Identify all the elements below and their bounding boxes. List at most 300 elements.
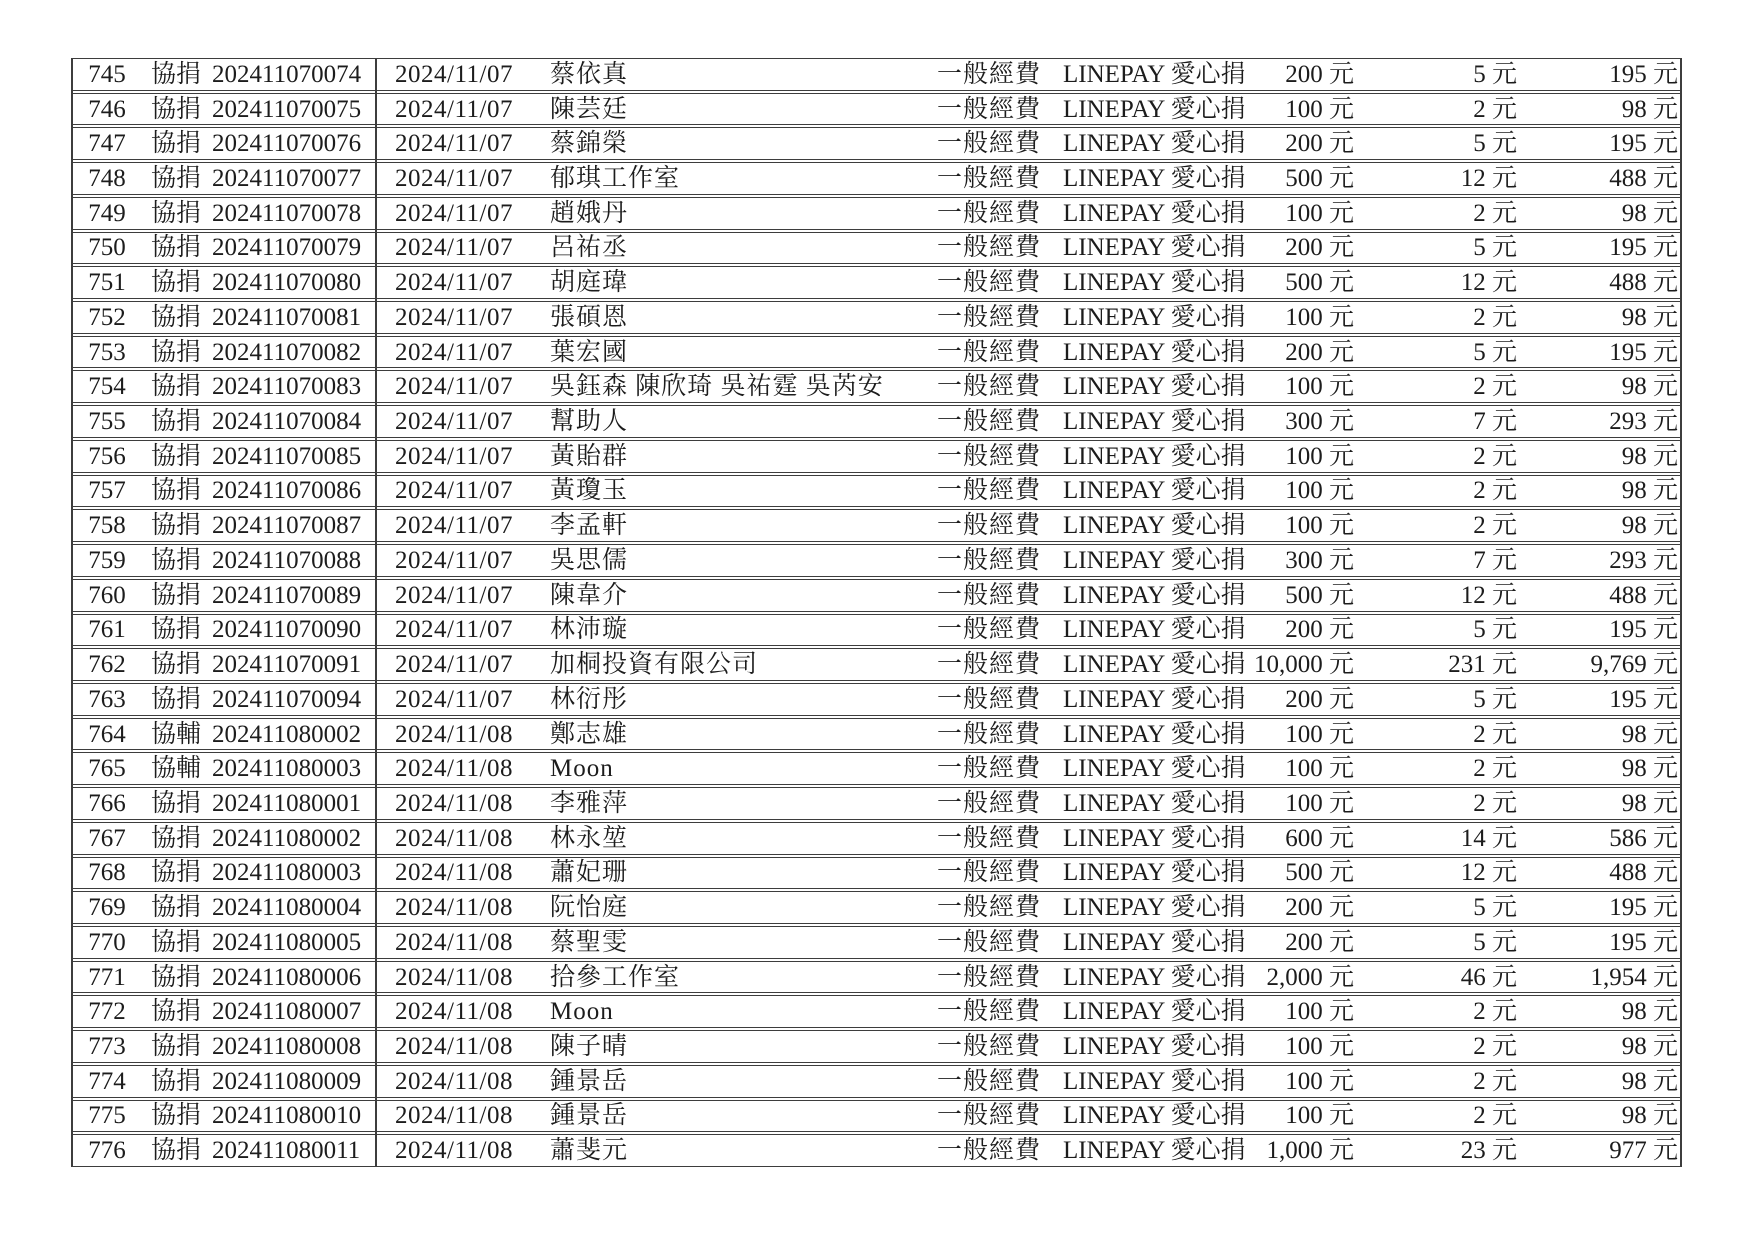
record-id: 202411070085: [212, 442, 362, 470]
fee-cell: 14 元: [1460, 824, 1517, 852]
funding-type-cell: 一般經費: [937, 234, 1042, 262]
record-type: 協捐: [151, 477, 202, 505]
funding-type-cell: 一般經費: [937, 1067, 1042, 1095]
table-row: [71, 891, 1682, 924]
amount-cell: 100 元: [1285, 442, 1354, 470]
record-id: 202411070086: [212, 477, 362, 505]
date-cell: 2024/11/07: [395, 442, 513, 470]
record-id: 202411070090: [212, 616, 362, 644]
funding-type-cell: 一般經費: [937, 651, 1042, 679]
net-amount-cell: 195 元: [1609, 338, 1678, 366]
net-amount-cell: 488 元: [1609, 165, 1678, 193]
seq-cell: 773: [88, 1032, 126, 1060]
record-id: 202411070083: [212, 373, 362, 401]
record-id: 202411070081: [212, 303, 362, 331]
donor-name-cell: 李雅萍: [550, 789, 629, 817]
funding-type-cell: 一般經費: [937, 1137, 1042, 1165]
type-id-cell: [143, 270, 376, 295]
net-amount-cell: 488 元: [1609, 859, 1678, 887]
net-amount-cell: 488 元: [1609, 581, 1678, 609]
table-row: [71, 822, 1682, 855]
type-id-cell: [143, 687, 376, 712]
seq-cell: 770: [88, 928, 126, 956]
record-type: 協捐: [151, 60, 202, 88]
table-row: [71, 509, 1682, 542]
type-id-cell: [143, 235, 376, 260]
net-amount-cell: 98 元: [1621, 998, 1678, 1026]
payment-method-cell: LINEPAY 愛心捐: [1063, 199, 1246, 227]
record-id: 202411080011: [212, 1137, 361, 1165]
date-cell: 2024/11/07: [395, 373, 513, 401]
fee-cell: 2 元: [1473, 95, 1517, 123]
table-row: [71, 440, 1682, 473]
table-row: [71, 370, 1682, 403]
date-cell: 2024/11/07: [395, 408, 513, 436]
fee-cell: 2 元: [1473, 442, 1517, 470]
amount-cell: 100 元: [1285, 512, 1354, 540]
date-cell: 2024/11/07: [395, 303, 513, 331]
date-cell: 2024/11/08: [395, 963, 513, 991]
amount-cell: 200 元: [1285, 616, 1354, 644]
fee-cell: 12 元: [1460, 581, 1517, 609]
amount-cell: 600 元: [1285, 824, 1354, 852]
record-id: 202411070074: [212, 60, 362, 88]
date-cell: 2024/11/07: [395, 234, 513, 262]
seq-cell: 745: [88, 60, 126, 88]
amount-cell: 100 元: [1285, 95, 1354, 123]
record-id: 202411080002: [212, 824, 362, 852]
net-amount-cell: 586 元: [1609, 824, 1678, 852]
payment-method-cell: LINEPAY 愛心捐: [1063, 651, 1246, 679]
seq-cell: 757: [88, 477, 126, 505]
amount-cell: 200 元: [1285, 130, 1354, 158]
date-cell: 2024/11/08: [395, 789, 513, 817]
seq-cell: 769: [88, 894, 126, 922]
donor-name-cell: 吳鈺森 陳欣琦 吳祐霆 吳芮安: [550, 373, 884, 401]
type-id-cell: [143, 444, 376, 469]
donor-name-cell: 張碩恩: [550, 303, 629, 331]
table-column-border: [375, 58, 377, 1167]
fee-cell: 2 元: [1473, 1032, 1517, 1060]
amount-cell: 300 元: [1285, 546, 1354, 574]
amount-cell: 10,000 元: [1253, 651, 1354, 679]
net-amount-cell: 98 元: [1621, 477, 1678, 505]
table-right-border: [1680, 58, 1682, 1167]
type-id-cell: [143, 1103, 376, 1128]
amount-cell: 200 元: [1285, 928, 1354, 956]
payment-method-cell: LINEPAY 愛心捐: [1063, 512, 1246, 540]
seq-cell: 775: [88, 1102, 126, 1130]
net-amount-cell: 195 元: [1609, 685, 1678, 713]
fee-cell: 5 元: [1473, 338, 1517, 366]
type-id-cell: [143, 791, 376, 816]
seq-cell: 761: [88, 616, 126, 644]
record-id: 202411080010: [212, 1102, 362, 1130]
type-id-cell: [143, 722, 376, 747]
funding-type-cell: 一般經費: [937, 963, 1042, 991]
donor-name-cell: 蕭斐元: [550, 1137, 629, 1165]
seq-cell: 750: [88, 234, 126, 262]
payment-method-cell: LINEPAY 愛心捐: [1063, 581, 1246, 609]
record-type: 協捐: [151, 373, 202, 401]
fee-cell: 2 元: [1473, 1067, 1517, 1095]
date-cell: 2024/11/07: [395, 269, 513, 297]
payment-method-cell: LINEPAY 愛心捐: [1063, 60, 1246, 88]
record-id: 202411080003: [212, 859, 362, 887]
net-amount-cell: 98 元: [1621, 1032, 1678, 1060]
net-amount-cell: 293 元: [1609, 408, 1678, 436]
funding-type-cell: 一般經費: [937, 685, 1042, 713]
fee-cell: 2 元: [1473, 755, 1517, 783]
record-type: 協捐: [151, 616, 202, 644]
fee-cell: 2 元: [1473, 373, 1517, 401]
table-row: [71, 266, 1682, 299]
type-id-cell: [143, 166, 376, 191]
table-row: [71, 995, 1682, 1028]
record-id: 202411080004: [212, 894, 362, 922]
payment-method-cell: LINEPAY 愛心捐: [1063, 824, 1246, 852]
fee-cell: 12 元: [1460, 165, 1517, 193]
amount-cell: 500 元: [1285, 269, 1354, 297]
record-type: 協捐: [151, 269, 202, 297]
funding-type-cell: 一般經費: [937, 1032, 1042, 1060]
record-id: 202411070082: [212, 338, 362, 366]
payment-method-cell: LINEPAY 愛心捐: [1063, 755, 1246, 783]
seq-cell: 746: [88, 95, 126, 123]
type-id-cell: [143, 478, 376, 503]
date-cell: 2024/11/08: [395, 1102, 513, 1130]
funding-type-cell: 一般經費: [937, 512, 1042, 540]
record-id: 202411070078: [212, 199, 362, 227]
amount-cell: 100 元: [1285, 998, 1354, 1026]
table-row: [71, 336, 1682, 369]
funding-type-cell: 一般經費: [937, 408, 1042, 436]
amount-cell: 500 元: [1285, 165, 1354, 193]
type-id-cell: [143, 965, 376, 990]
donor-name-cell: Moon: [550, 998, 614, 1026]
table-row: [71, 1065, 1682, 1098]
date-cell: 2024/11/07: [395, 338, 513, 366]
record-type: 協捐: [151, 963, 202, 991]
net-amount-cell: 98 元: [1621, 199, 1678, 227]
net-amount-cell: 195 元: [1609, 234, 1678, 262]
record-type: 協捐: [151, 824, 202, 852]
amount-cell: 100 元: [1285, 303, 1354, 331]
donor-name-cell: 加桐投資有限公司: [550, 651, 759, 679]
table-row: [71, 1030, 1682, 1063]
net-amount-cell: 98 元: [1621, 303, 1678, 331]
seq-cell: 758: [88, 512, 126, 540]
type-id-cell: [143, 1069, 376, 1094]
donor-name-cell: 郁琪工作室: [550, 165, 681, 193]
record-type: 協捐: [151, 1032, 202, 1060]
fee-cell: 46 元: [1460, 963, 1517, 991]
record-type: 協捐: [151, 998, 202, 1026]
donor-name-cell: 黃貽群: [550, 442, 629, 470]
fee-cell: 5 元: [1473, 685, 1517, 713]
record-type: 協捐: [151, 199, 202, 227]
donor-name-cell: 阮怡庭: [550, 894, 629, 922]
net-amount-cell: 9,769 元: [1590, 651, 1678, 679]
type-id-cell: [143, 756, 376, 781]
fee-cell: 7 元: [1473, 546, 1517, 574]
date-cell: 2024/11/07: [395, 95, 513, 123]
donor-name-cell: 鍾景岳: [550, 1067, 629, 1095]
table-row: [71, 683, 1682, 716]
amount-cell: 2,000 元: [1266, 963, 1354, 991]
donor-name-cell: 蔡聖雯: [550, 928, 629, 956]
amount-cell: 200 元: [1285, 234, 1354, 262]
donor-name-cell: 林永堃: [550, 824, 629, 852]
payment-method-cell: LINEPAY 愛心捐: [1063, 1067, 1246, 1095]
seq-cell: 748: [88, 165, 126, 193]
fee-cell: 5 元: [1473, 894, 1517, 922]
amount-cell: 100 元: [1285, 789, 1354, 817]
funding-type-cell: 一般經費: [937, 998, 1042, 1026]
funding-type-cell: 一般經費: [937, 546, 1042, 574]
seq-cell: 762: [88, 651, 126, 679]
table-row: [71, 1134, 1682, 1167]
table-row: [71, 127, 1682, 160]
donor-name-cell: 蔡依真: [550, 60, 629, 88]
donation-ledger-table: [71, 58, 1682, 1167]
type-id-cell: [143, 409, 376, 434]
payment-method-cell: LINEPAY 愛心捐: [1063, 998, 1246, 1026]
funding-type-cell: 一般經費: [937, 130, 1042, 158]
fee-cell: 2 元: [1473, 512, 1517, 540]
table-row: [71, 475, 1682, 508]
fee-cell: 2 元: [1473, 199, 1517, 227]
net-amount-cell: 98 元: [1621, 1067, 1678, 1095]
type-id-cell: [143, 305, 376, 330]
date-cell: 2024/11/07: [395, 616, 513, 644]
table-row: [71, 197, 1682, 230]
seq-cell: 767: [88, 824, 126, 852]
record-type: 協捐: [151, 338, 202, 366]
net-amount-cell: 98 元: [1621, 512, 1678, 540]
funding-type-cell: 一般經費: [937, 928, 1042, 956]
record-type: 協捐: [151, 1102, 202, 1130]
donor-name-cell: 胡庭瑋: [550, 269, 629, 297]
payment-method-cell: LINEPAY 愛心捐: [1063, 1102, 1246, 1130]
funding-type-cell: 一般經費: [937, 1102, 1042, 1130]
type-id-cell: [143, 617, 376, 642]
record-type: 協捐: [151, 234, 202, 262]
table-row: [71, 162, 1682, 195]
date-cell: 2024/11/08: [395, 859, 513, 887]
payment-method-cell: LINEPAY 愛心捐: [1063, 894, 1246, 922]
seq-cell: 771: [88, 963, 126, 991]
date-cell: 2024/11/07: [395, 512, 513, 540]
date-cell: 2024/11/08: [395, 894, 513, 922]
date-cell: 2024/11/08: [395, 1137, 513, 1165]
record-type: 協捐: [151, 651, 202, 679]
amount-cell: 300 元: [1285, 408, 1354, 436]
fee-cell: 2 元: [1473, 789, 1517, 817]
record-type: 協捐: [151, 95, 202, 123]
amount-cell: 200 元: [1285, 894, 1354, 922]
date-cell: 2024/11/07: [395, 651, 513, 679]
amount-cell: 200 元: [1285, 338, 1354, 366]
payment-method-cell: LINEPAY 愛心捐: [1063, 546, 1246, 574]
seq-cell: 765: [88, 755, 126, 783]
record-id: 202411080001: [212, 789, 362, 817]
type-id-cell: [143, 583, 376, 608]
donor-name-cell: 蕭妃珊: [550, 859, 629, 887]
net-amount-cell: 195 元: [1609, 894, 1678, 922]
seq-cell: 772: [88, 998, 126, 1026]
record-id: 202411080007: [212, 998, 362, 1026]
net-amount-cell: 98 元: [1621, 95, 1678, 123]
type-id-cell: [143, 826, 376, 851]
table-row: [71, 648, 1682, 681]
donor-name-cell: 拾參工作室: [550, 963, 681, 991]
record-id: 202411070075: [212, 95, 362, 123]
record-type: 協捐: [151, 442, 202, 470]
funding-type-cell: 一般經費: [937, 95, 1042, 123]
fee-cell: 2 元: [1473, 720, 1517, 748]
funding-type-cell: 一般經費: [937, 824, 1042, 852]
payment-method-cell: LINEPAY 愛心捐: [1063, 720, 1246, 748]
net-amount-cell: 98 元: [1621, 1102, 1678, 1130]
funding-type-cell: 一般經費: [937, 199, 1042, 227]
fee-cell: 7 元: [1473, 408, 1517, 436]
seq-cell: 760: [88, 581, 126, 609]
payment-method-cell: LINEPAY 愛心捐: [1063, 963, 1246, 991]
table-row: [71, 544, 1682, 577]
donor-name-cell: 鄭志雄: [550, 720, 629, 748]
record-type: 協捐: [151, 512, 202, 540]
table-row: [71, 752, 1682, 785]
payment-method-cell: LINEPAY 愛心捐: [1063, 373, 1246, 401]
funding-type-cell: 一般經費: [937, 338, 1042, 366]
fee-cell: 12 元: [1460, 859, 1517, 887]
net-amount-cell: 195 元: [1609, 130, 1678, 158]
seq-cell: 764: [88, 720, 126, 748]
seq-cell: 753: [88, 338, 126, 366]
table-row: [71, 614, 1682, 647]
record-type: 協捐: [151, 928, 202, 956]
table-row: [71, 961, 1682, 994]
fee-cell: 12 元: [1460, 269, 1517, 297]
record-id: 202411070088: [212, 546, 362, 574]
table-row: [71, 579, 1682, 612]
payment-method-cell: LINEPAY 愛心捐: [1063, 408, 1246, 436]
date-cell: 2024/11/08: [395, 998, 513, 1026]
type-id-cell: [143, 1138, 376, 1163]
fee-cell: 2 元: [1473, 303, 1517, 331]
record-type: 協輔: [151, 755, 202, 783]
amount-cell: 100 元: [1285, 1067, 1354, 1095]
payment-method-cell: LINEPAY 愛心捐: [1063, 442, 1246, 470]
type-id-cell: [143, 374, 376, 399]
record-type: 協捐: [151, 546, 202, 574]
net-amount-cell: 488 元: [1609, 269, 1678, 297]
record-id: 202411080003: [212, 755, 362, 783]
record-type: 協捐: [151, 303, 202, 331]
amount-cell: 100 元: [1285, 1032, 1354, 1060]
payment-method-cell: LINEPAY 愛心捐: [1063, 928, 1246, 956]
table-row: [71, 58, 1682, 91]
amount-cell: 100 元: [1285, 720, 1354, 748]
seq-cell: 756: [88, 442, 126, 470]
net-amount-cell: 98 元: [1621, 442, 1678, 470]
record-type: 協捐: [151, 165, 202, 193]
type-id-cell: [143, 652, 376, 677]
fee-cell: 2 元: [1473, 477, 1517, 505]
date-cell: 2024/11/08: [395, 928, 513, 956]
funding-type-cell: 一般經費: [937, 894, 1042, 922]
net-amount-cell: 98 元: [1621, 755, 1678, 783]
table-left-border: [71, 58, 73, 1167]
table-row: [71, 926, 1682, 959]
record-type: 協捐: [151, 1067, 202, 1095]
date-cell: 2024/11/07: [395, 581, 513, 609]
donor-name-cell: 陳子晴: [550, 1032, 629, 1060]
funding-type-cell: 一般經費: [937, 477, 1042, 505]
date-cell: 2024/11/07: [395, 165, 513, 193]
payment-method-cell: LINEPAY 愛心捐: [1063, 269, 1246, 297]
date-cell: 2024/11/07: [395, 685, 513, 713]
net-amount-cell: 977 元: [1609, 1137, 1678, 1165]
record-id: 202411070079: [212, 234, 362, 262]
record-id: 202411080008: [212, 1032, 362, 1060]
seq-cell: 749: [88, 199, 126, 227]
amount-cell: 500 元: [1285, 859, 1354, 887]
type-id-cell: [143, 548, 376, 573]
net-amount-cell: 195 元: [1609, 928, 1678, 956]
table-row: [71, 301, 1682, 334]
donor-name-cell: 林沛璇: [550, 616, 629, 644]
fee-cell: 231 元: [1448, 651, 1517, 679]
record-id: 202411070089: [212, 581, 362, 609]
record-id: 202411070091: [212, 651, 362, 679]
date-cell: 2024/11/07: [395, 477, 513, 505]
funding-type-cell: 一般經費: [937, 755, 1042, 783]
payment-method-cell: LINEPAY 愛心捐: [1063, 859, 1246, 887]
payment-method-cell: LINEPAY 愛心捐: [1063, 616, 1246, 644]
table-row: [71, 857, 1682, 890]
record-id: 202411070076: [212, 130, 362, 158]
record-id: 202411070080: [212, 269, 362, 297]
date-cell: 2024/11/08: [395, 720, 513, 748]
net-amount-cell: 98 元: [1621, 720, 1678, 748]
record-type: 協捐: [151, 859, 202, 887]
fee-cell: 5 元: [1473, 234, 1517, 262]
net-amount-cell: 195 元: [1609, 616, 1678, 644]
record-id: 202411080005: [212, 928, 362, 956]
funding-type-cell: 一般經費: [937, 442, 1042, 470]
date-cell: 2024/11/08: [395, 1067, 513, 1095]
amount-cell: 100 元: [1285, 1102, 1354, 1130]
donor-name-cell: 趙娥丹: [550, 199, 629, 227]
funding-type-cell: 一般經費: [937, 303, 1042, 331]
table-row: [71, 1100, 1682, 1133]
type-id-cell: [143, 999, 376, 1024]
seq-cell: 774: [88, 1067, 126, 1095]
funding-type-cell: 一般經費: [937, 720, 1042, 748]
donor-name-cell: 林衍彤: [550, 685, 629, 713]
funding-type-cell: 一般經費: [937, 373, 1042, 401]
payment-method-cell: LINEPAY 愛心捐: [1063, 95, 1246, 123]
type-id-cell: [143, 895, 376, 920]
type-id-cell: [143, 62, 376, 87]
seq-cell: 759: [88, 546, 126, 574]
payment-method-cell: LINEPAY 愛心捐: [1063, 685, 1246, 713]
amount-cell: 200 元: [1285, 60, 1354, 88]
date-cell: 2024/11/07: [395, 130, 513, 158]
record-type: 協捐: [151, 408, 202, 436]
